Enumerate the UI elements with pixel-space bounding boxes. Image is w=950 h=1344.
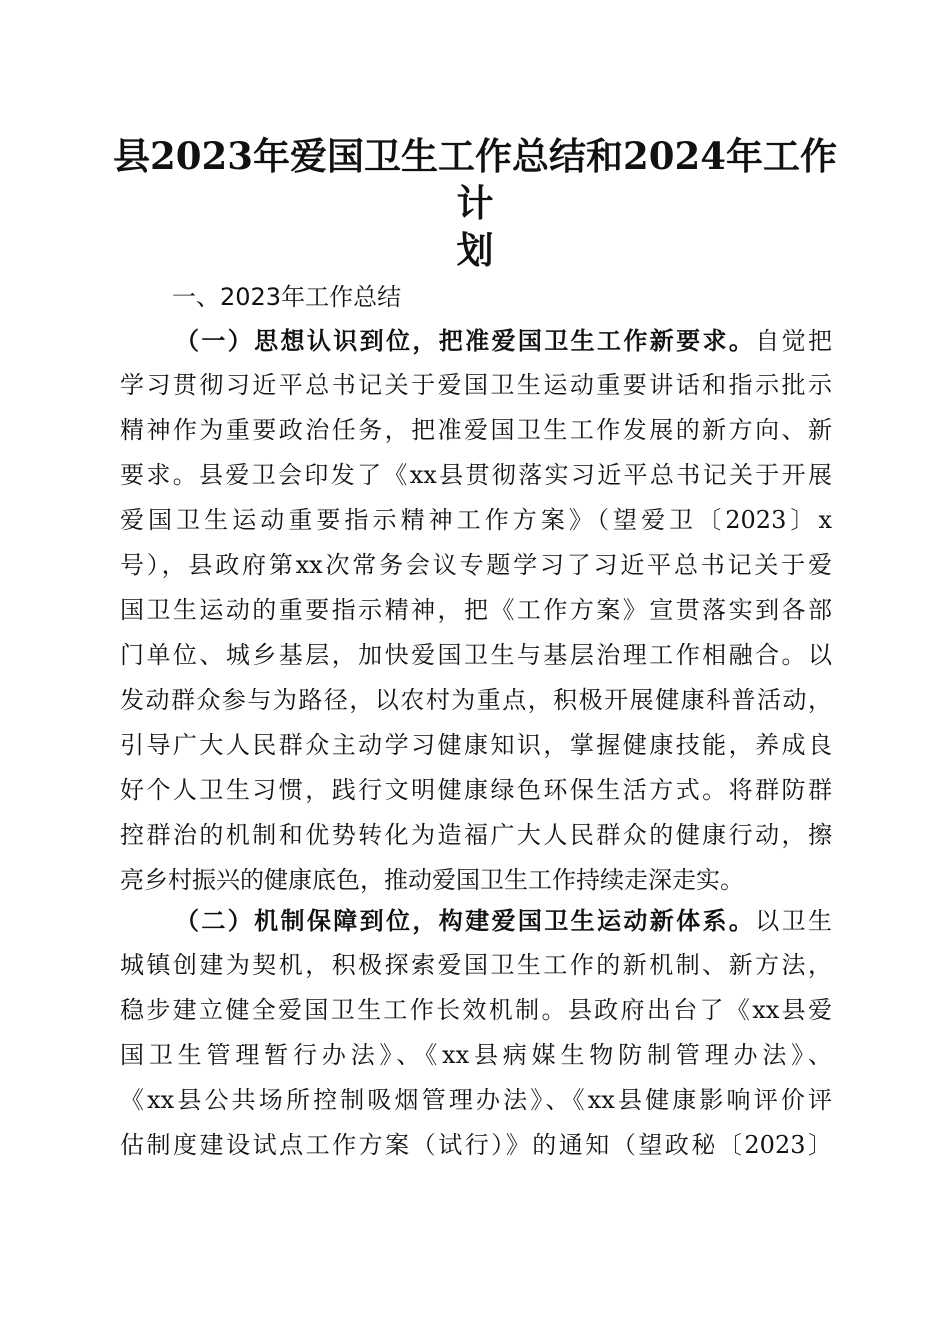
paragraph-line: 精神作为重要政治任务，把准爱国卫生工作发展的新方向、新 — [120, 416, 832, 444]
paragraph-line: 控群治的机制和优势转化为造福广大人民群众的健康行动，擦 — [120, 821, 832, 849]
paragraph-line: 国卫生运动的重要指示精神，把《工作方案》宣贯落实到各部 — [120, 596, 832, 624]
title-line: 划 — [456, 228, 494, 272]
paragraph-line: 号），县政府第xx次常务会议专题学习了习近平总书记关于爱 — [120, 551, 832, 579]
paragraph-lead: （一）思想认识到位，把准爱国卫生工作新要求。 — [175, 326, 756, 355]
paragraph-line — [120, 318, 832, 363]
paragraph-line: 亮乡村振兴的健康底色，推动爱国卫生工作持续走深走实。 — [120, 866, 744, 894]
paragraph-text: 自觉把 — [755, 327, 832, 355]
paragraph-line: 要求。县爱卫会印发了《xx县贯彻落实习近平总书记关于开展 — [120, 461, 832, 489]
paragraph-line: 学习贯彻习近平总书记关于爱国卫生运动重要讲话和指示批示 — [120, 371, 832, 399]
section-heading: 一、2023年工作总结 — [172, 283, 402, 311]
paragraph-2 — [120, 898, 832, 1168]
paragraph-line: 国卫生管理暂行办法》、《xx县病媒生物防制管理办法》、 — [120, 1041, 832, 1069]
paragraph-lead: （二）机制保障到位，构建爱国卫生运动新体系。 — [175, 906, 756, 935]
paragraph-line: 《xx县公共场所控制吸烟管理办法》、《xx县健康影响评价评 — [120, 1086, 832, 1114]
document-title — [110, 133, 840, 274]
title-line: 县2023年爱国卫生工作总结和2024年工作计 — [113, 134, 837, 225]
paragraph-line: 发动群众参与为路径，以农村为重点，积极开展健康科普活动， — [120, 686, 832, 714]
paragraph-line: 估制度建设试点工作方案（试行）》的通知（望政秘〔2023〕 — [120, 1131, 832, 1159]
paragraph-line: 门单位、城乡基层，加快爱国卫生与基层治理工作相融合。以 — [120, 641, 832, 669]
paragraph-line: 稳步建立健全爱国卫生工作长效机制。县政府出台了《xx县爱 — [120, 996, 832, 1024]
paragraph-1 — [120, 318, 832, 903]
paragraph-line: 引导广大人民群众主动学习健康知识，掌握健康技能，养成良 — [120, 731, 832, 759]
paragraph-line — [120, 898, 832, 943]
paragraph-line: 城镇创建为契机，积极探索爱国卫生工作的新机制、新方法， — [120, 951, 832, 979]
paragraph-line: 爱国卫生运动重要指示精神工作方案》（望爱卫〔2023〕x — [120, 506, 832, 534]
paragraph-line: 好个人卫生习惯，践行文明健康绿色环保生活方式。将群防群 — [120, 776, 832, 804]
paragraph-text: 以卫生 — [755, 907, 832, 935]
